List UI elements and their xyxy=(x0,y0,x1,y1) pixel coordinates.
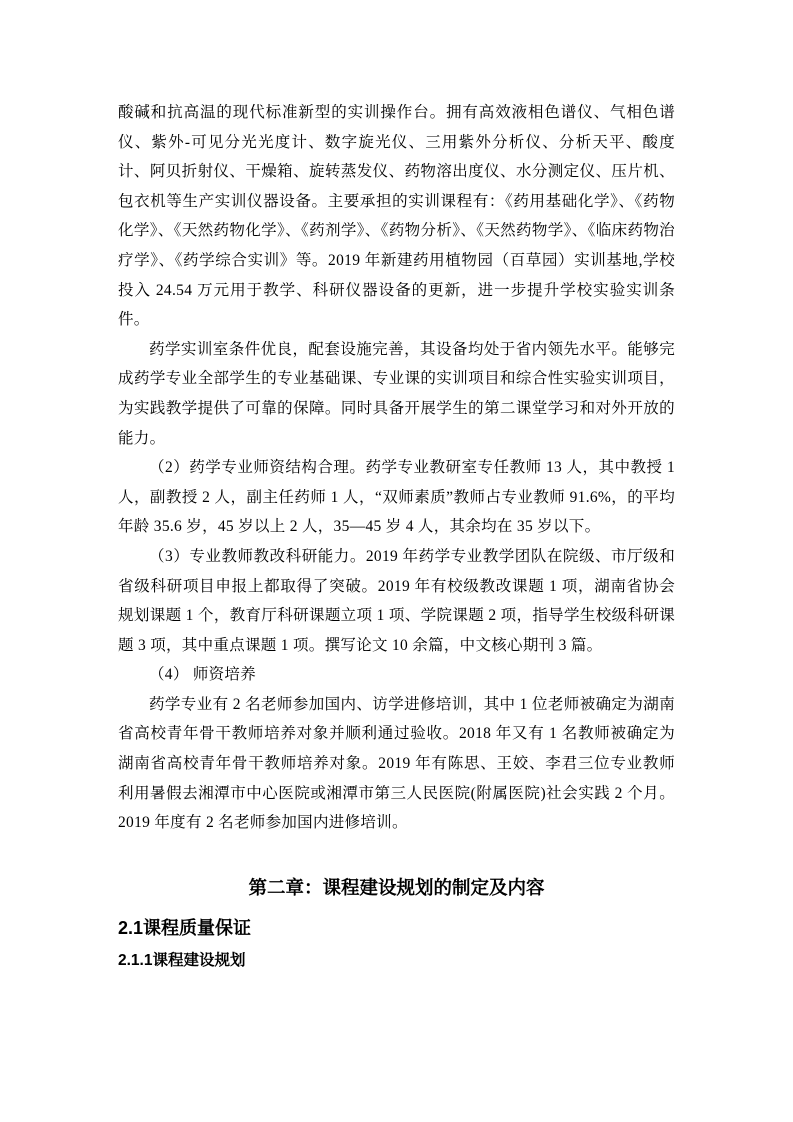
subsection-heading: 2.1.1课程建设规划 xyxy=(118,951,246,969)
document-body xyxy=(118,98,675,838)
paragraph: 药学实训室条件优良，配套设施完善，其设备均处于省内领先水平。能够完成药学专业全部学生的专业基础课、专业课的实训项目和综合性实验实训项目，为实践教学提供了可靠的保障。同时具备开展学生的第二课堂学习和对外开放的能力。 xyxy=(118,340,675,447)
paragraph: （3）专业教师教改科研能力。2019 年药学专业教学团队在院级、市厅级和省级科研项目申报上都取得了突破。2019 年有校级教改课题 1 项，湖南省协会规划课题 1 个，教育厅科研课题立项 1 项、学院课题 2 项，指导学生校级科研课题 3 项，其中重点课题 1 项。撰写论文 10 余篇，中文核心期刊 3 篇。 xyxy=(118,547,675,654)
paragraph: （2）药学专业师资结构合理。药学专业教研室专任教师 13 人，其中教授 1 人，副教授 2 人，副主任药师 1 人，“双师素质”教师占专业教师 91.6%，的平均年龄 35.6 岁，45 岁以上 2 人，35—45 岁 4 人，其余均在 35 岁以下。 xyxy=(118,459,675,536)
paragraph-list-item: （4） 师资培养 xyxy=(149,666,257,684)
paragraph-continuation: 酸碱和抗高温的现代标准新型的实训操作台。拥有高效液相色谱仪、气相色谱仪、紫外-可见分光光度计、数字旋光仪、三用紫外分析仪、分析天平、酸度计、阿贝折射仪、干燥箱、旋转蒸发仪、药物溶出度仪、水分测定仪、压片机、包衣机等生产实训仪器设备。主要承担的实训课程有：《药用基础化学》、《药物化学》、《天然药物化学》、《药剂学》、《药物分析》、《天然药物学》、《临床药物治疗学》、《药学综合实训》等。2019 年新建药用植物园（百草园）实训基地,学校投入 24.54 万元用于教学、科研仪器设备的更新，进一步提升学校实验实训条件。 xyxy=(118,104,675,329)
section-heading: 2.1课程质量保证 xyxy=(118,917,252,938)
chapter-heading: 第二章：课程建设规划的制定及内容 xyxy=(248,876,545,898)
paragraph: 药学专业有 2 名老师参加国内、访学进修培训，其中 1 位老师被确定为湖南省高校青年骨干教师培养对象并顺利通过验收。2018 年又有 1 名教师被确定为湖南省高校青年骨干教师培养对象。2019 年有陈思、王姣、李君三位专业教师利用暑假去湘潭市中心医院或湘潭市第三人民医院(附属医院)社会实践 2 个月。2019 年度有 2 名老师参加国内进修培训。 xyxy=(118,695,675,832)
